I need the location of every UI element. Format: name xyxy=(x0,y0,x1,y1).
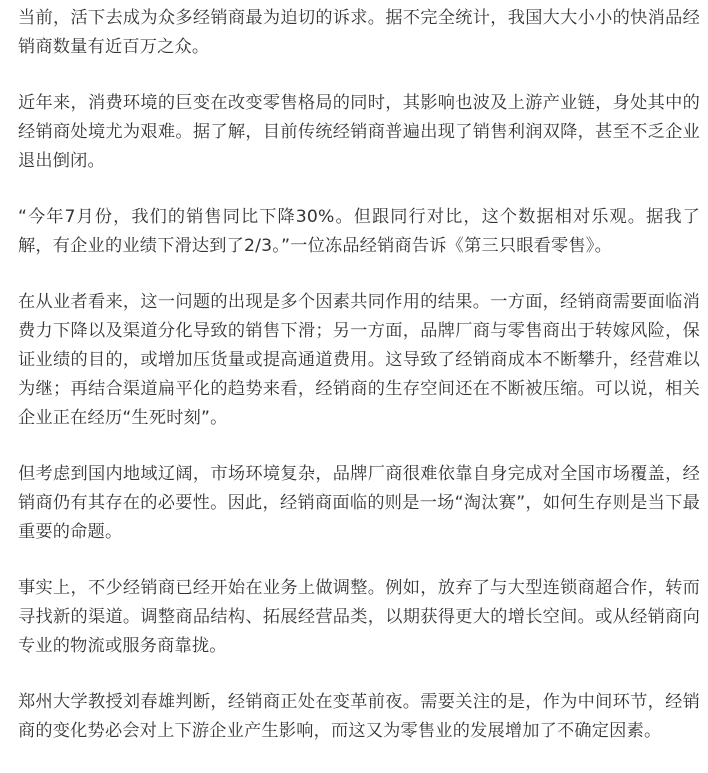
paragraph-1: 当前，活下去成为众多经销商最为迫切的诉求。据不完全统计，我国大大小小的快消品经销商数量有近百万之众。 xyxy=(18,8,700,57)
paragraph-2: 近年来，消费环境的巨变在改变零售格局的同时，其影响也波及上游产业链，身处其中的经销商处境尤为艰难。据了解，目前传统经销商普遍出现了销售利润双降，甚至不乏企业退出倒闭。 xyxy=(18,93,700,171)
paragraph-7: 郑州大学教授刘春雄判断，经销商正处在变革前夜。需要关注的是，作为中间环节，经销商的变化势必会对上下游企业产生影响，而这又为零售业的发展增加了不确定因素。 xyxy=(18,692,700,741)
paragraph-5: 但考虑到国内地域辽阔，市场环境复杂，品牌厂商很难依靠自身完成对全国市场覆盖，经销商仍有其存在的必要性。因此，经销商面临的则是一场“淘汰赛”，如何生存则是当下最重要的命题。 xyxy=(18,464,700,542)
paragraph-3: “今年7月份，我们的销售同比下降30%。但跟同行对比，这个数据相对乐观。据我了解，有企业的业绩下滑达到了2/3。”一位冻品经销商告诉《第三只眼看零售》。 xyxy=(18,207,700,256)
article-body xyxy=(0,4,700,773)
paragraph-6: 事实上，不少经销商已经开始在业务上做调整。例如，放弃了与大型连锁商超合作，转而寻找新的渠道。调整商品结构、拓展经营品类，以期获得更大的增长空间。或从经销商向专业的物流或服务商靠拢。 xyxy=(18,578,700,656)
paragraph-4: 在从业者看来，这一问题的出现是多个因素共同作用的结果。一方面，经销商需要面临消费力下降以及渠道分化导致的销售下滑；另一方面，品牌厂商与零售商出于转嫁风险，保证业绩的目的，或增加压货量或提高通道费用。这导致了经销商成本不断攀升，经营难以为继；再结合渠道扁平化的趋势来看，经销商的生存空间还在不断被压缩。可以说，相关企业正在经历“生死时刻”。 xyxy=(18,292,700,428)
